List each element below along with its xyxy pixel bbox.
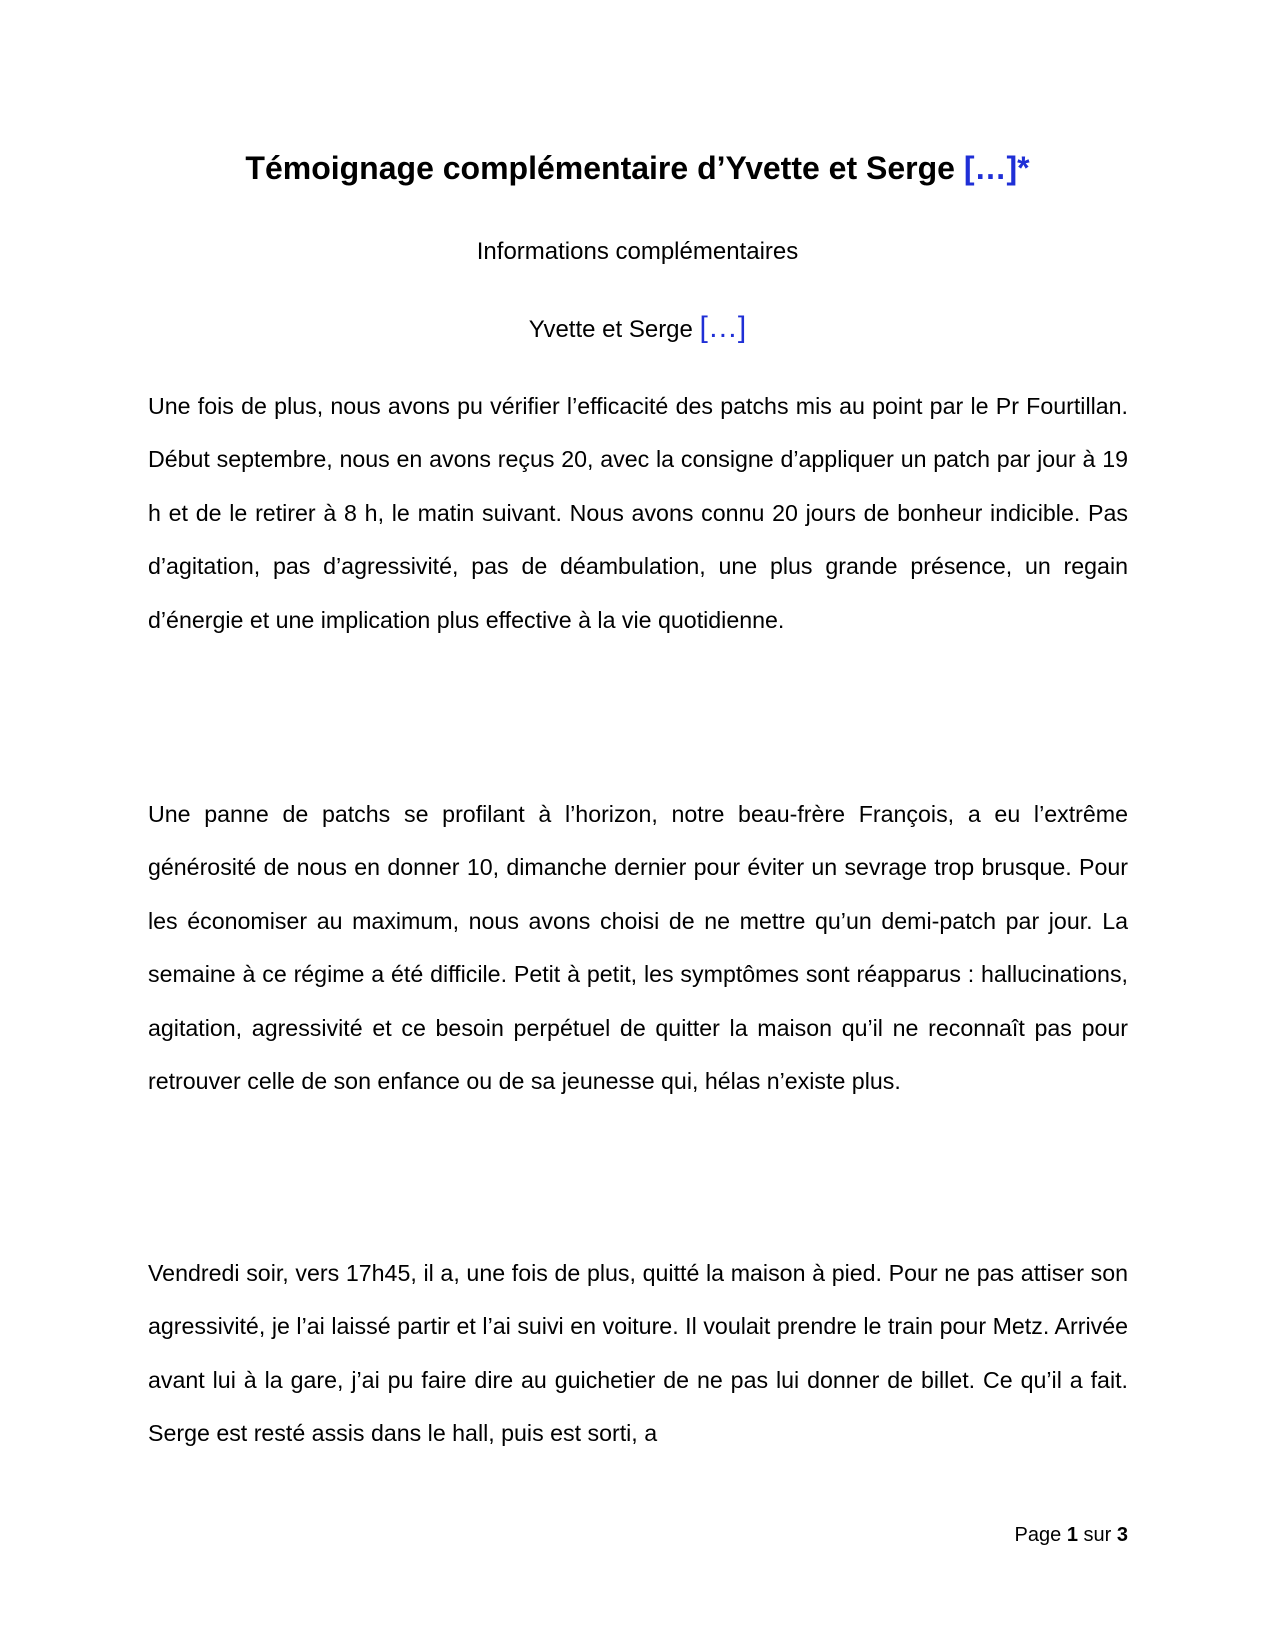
- page-number-footer: [1015, 1523, 1128, 1547]
- title-text: Témoignage complémentaire d’Yvette et Serge: [245, 150, 955, 186]
- document-subtitle: Informations complémentaires: [476, 238, 799, 265]
- page-current: 1: [1066, 1524, 1078, 1546]
- title-marker: […]*: [963, 150, 1030, 186]
- paragraph-2: Une panne de patchs se profilant à l’horizon, notre beau-frère François, a eu l’extrême générosité de nous en donner 10, dimanche dernier pour éviter un sevrage trop brusque. Pour les économiser au maximum, nous avons choisi de ne mettre qu’un demi-patch par jour. La semaine à ce régime a été difficile. Petit à petit, les symptômes sont réapparus : hallucinations, agitation, agressivité et ce besoin perpétuel de quitter la maison qu’il ne reconnaît pas pour retrouver celle de son enfance ou de sa jeunesse qui, hélas n’existe plus.: [148, 801, 1128, 1095]
- document-title: [0, 146, 1275, 190]
- authors-marker: […]: [699, 311, 747, 344]
- page-label: Page: [1014, 1524, 1062, 1546]
- page-sep: sur: [1083, 1524, 1112, 1546]
- paragraph-3: Vendredi soir, vers 17h45, il a, une fois de plus, quitté la maison à pied. Pour ne pas attiser son agressivité, je l’ai laissé partir et l’ai suivi en voiture. Il voulait prendre le train pour Metz. Arrivée avant lui à la gare, j’ai pu faire dire au guichetier de ne pas lui donner de billet. Ce qu’il a fait. Serge est resté assis dans le hall, puis est sorti, a: [148, 1260, 1128, 1447]
- authors-text: Yvette et Serge: [528, 316, 693, 343]
- document-authors: [0, 310, 1275, 348]
- page-total: 3: [1116, 1524, 1128, 1546]
- paragraph-1: Une fois de plus, nous avons pu vérifier l’efficacité des patchs mis au point par le Pr Fourtillan. Début septembre, nous en avons reçus 20, avec la consigne d’appliquer un patch par jour à 19 h et de le retirer à 8 h, le matin suivant. Nous avons connu 20 jours de bonheur indicible. Pas d’agitation, pas d’agressivité, pas de déambulation, une plus grande présence, un regain d’énergie et une implication plus effective à la vie quotidienne.: [148, 393, 1128, 633]
